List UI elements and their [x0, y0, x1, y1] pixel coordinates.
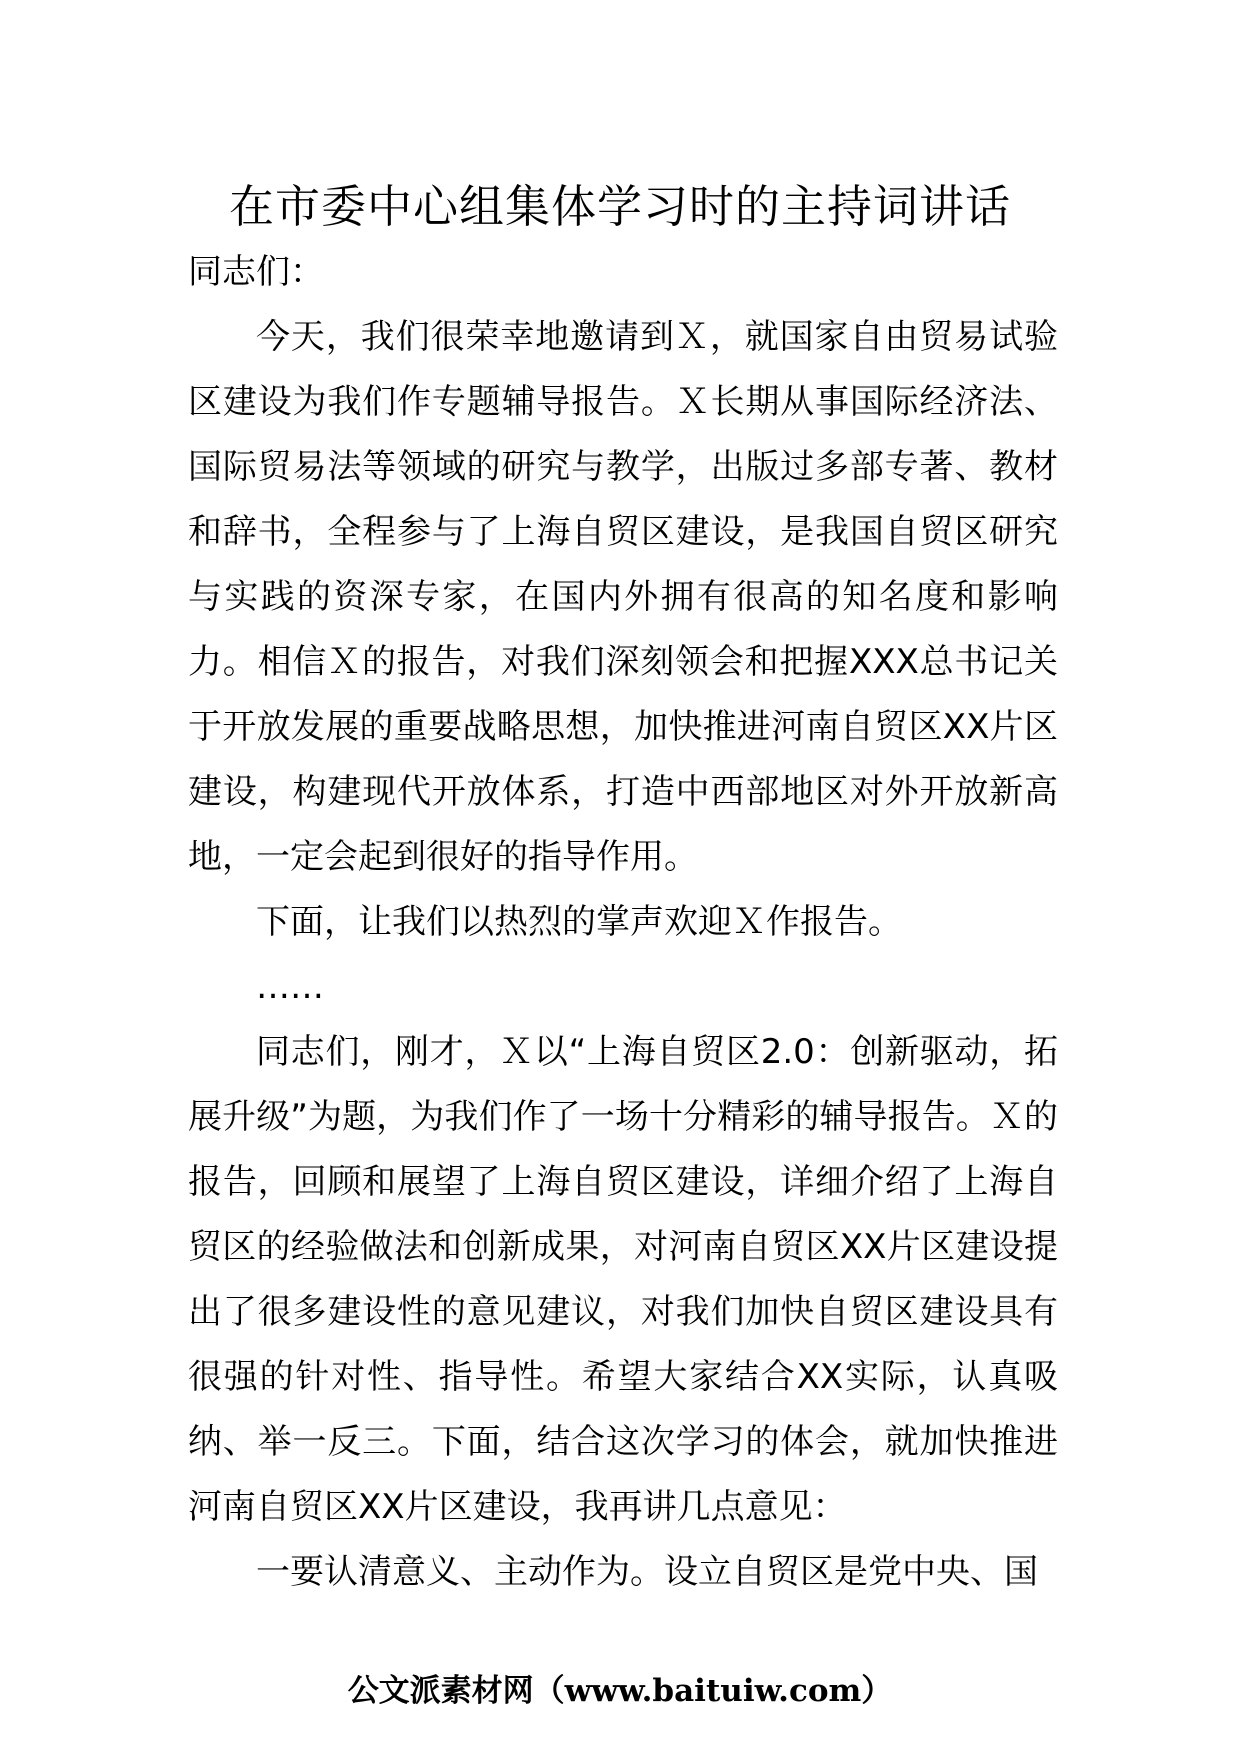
salutation: 同志们： [188, 252, 324, 292]
paragraph-summary: 同志们，刚才，Ｘ以“上海自贸区2.0：创新驱动，拓展升级”为题，为我们作了一场十分精彩的辅导报告。Ｘ的报告，回顾和展望了上海自贸区建设，详细介绍了上海自贸区的经验做法和创新成果，对河南自贸区XX片区建设提出了很多建设性的意见建议，对我们加快自贸区建设具有很强的针对性、指导性。希望大家结合XX实际，认真吸纳、举一反三。下面，结合这次学习的体会，就加快推进河南自贸区XX片区建设，我再讲几点意见： [188, 1032, 1058, 1527]
document-body [188, 240, 1058, 1605]
paragraph-ellipsis: …… [256, 967, 324, 1007]
document-title: 在市委中心组集体学习时的主持词讲话 [228, 180, 1011, 233]
paragraph-welcome: 下面，让我们以热烈的掌声欢迎Ｘ作报告。 [256, 902, 902, 942]
footer-watermark: 公文派素材网（www.baituiw.com） [347, 1673, 893, 1709]
paragraph-intro: 今天，我们很荣幸地邀请到Ｘ，就国家自由贸易试验区建设为我们作专题辅导报告。Ｘ长期从事国际经济法、国际贸易法等领域的研究与教学，出版过多部专著、教材和辞书，全程参与了上海自贸区建设，是我国自贸区研究与实践的资深专家，在国内外拥有很高的知名度和影响力。相信Ｘ的报告，对我们深刻领会和把握XXX总书记关于开放发展的重要战略思想，加快推进河南自贸区XX片区建设，构建现代开放体系，打造中西部地区对外开放新高地，一定会起到很好的指导作用。 [188, 317, 1058, 877]
paragraph-point-one: 一要认清意义、主动作为。设立自贸区是党中央、国 [256, 1552, 1038, 1592]
